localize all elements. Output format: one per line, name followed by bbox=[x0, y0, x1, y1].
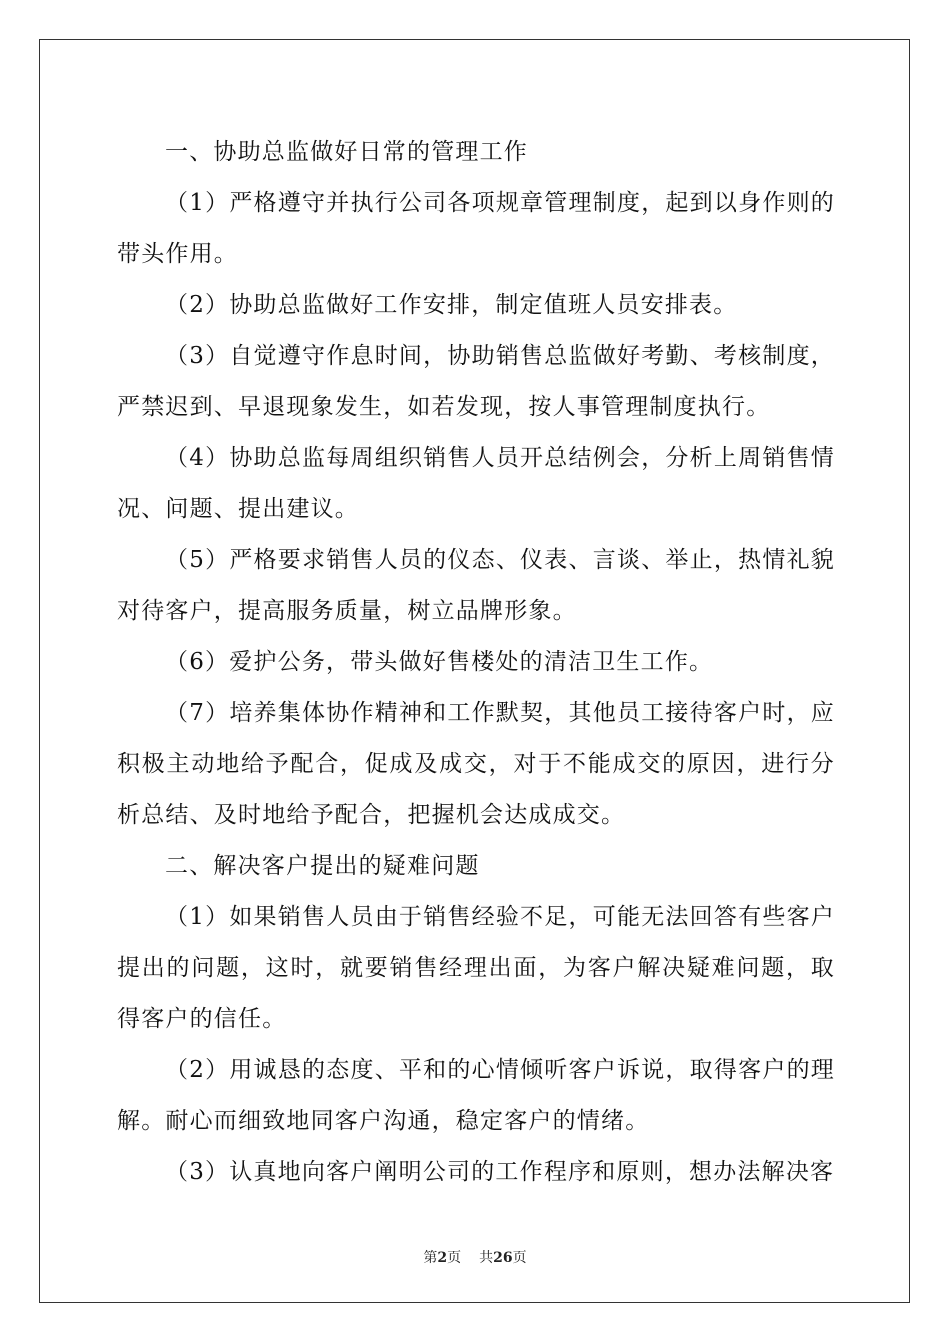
paragraph: （3）认真地向客户阐明公司的工作程序和原则，想办法解决客 bbox=[165, 1159, 835, 1185]
paragraph: （2）用诚恳的态度、平和的心情倾听客户诉说，取得客户的理解。耐心而细致地同客户沟通，稳定客户的情绪。 bbox=[117, 1057, 835, 1134]
page-footer bbox=[0, 1247, 950, 1267]
document-body bbox=[117, 127, 835, 1198]
paragraph: （6）爱护公务，带头做好售楼处的清洁卫生工作。 bbox=[165, 649, 714, 675]
page-prefix: 第 bbox=[423, 1250, 438, 1266]
paragraph: （1）如果销售人员由于销售经验不足，可能无法回答有些客户提出的问题，这时，就要销售经理出面，为客户解决疑难问题，取得客户的信任。 bbox=[117, 904, 835, 1032]
paragraph: （2）协助总监做好工作安排，制定值班人员安排表。 bbox=[165, 292, 738, 318]
section-heading-2: 二、解决客户提出的疑难问题 bbox=[165, 853, 480, 879]
total-prefix: 共 bbox=[479, 1250, 494, 1266]
paragraph: （3）自觉遵守作息时间，协助销售总监做好考勤、考核制度，严禁迟到、早退现象发生，如若发现，按人事管理制度执行。 bbox=[117, 343, 835, 420]
total-unit: 页 bbox=[512, 1250, 527, 1266]
paragraph: （5）严格要求销售人员的仪态、仪表、言谈、举止，热情礼貌对待客户，提高服务质量，树立品牌形象。 bbox=[117, 547, 835, 624]
paragraph: （4）协助总监每周组织销售人员开总结例会，分析上周销售情况、问题、提出建议。 bbox=[117, 445, 835, 522]
total-pages: 26 bbox=[493, 1250, 513, 1266]
paragraph: （1）严格遵守并执行公司各项规章管理制度，起到以身作则的带头作用。 bbox=[117, 190, 835, 267]
section-heading-1: 一、协助总监做好日常的管理工作 bbox=[165, 139, 528, 165]
page-unit: 页 bbox=[447, 1250, 462, 1266]
paragraph: （7）培养集体协作精神和工作默契，其他员工接待客户时，应积极主动地给予配合，促成及成交，对于不能成交的原因，进行分析总结、及时地给予配合，把握机会达成成交。 bbox=[117, 700, 835, 828]
page-number: 2 bbox=[437, 1250, 448, 1266]
